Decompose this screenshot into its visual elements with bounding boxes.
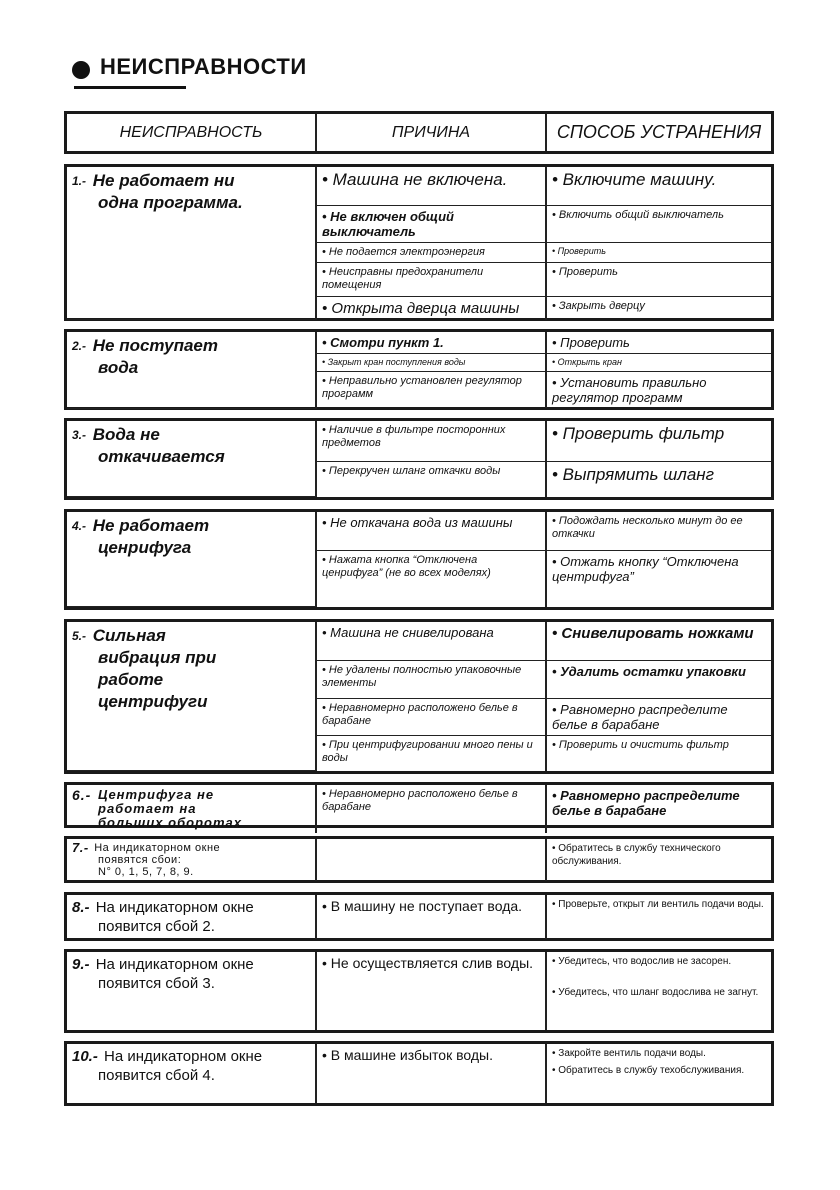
problem-block-2 bbox=[64, 329, 774, 410]
header-remedy: СПОСОБ УСТРАНЕНИЯ bbox=[546, 114, 771, 151]
fault-number: 1.- bbox=[72, 174, 87, 188]
remedy-cell: • Выпрямить шланг bbox=[546, 461, 771, 497]
fault-line: появится сбой 3. bbox=[98, 975, 215, 992]
remedy-cell: • Закрыть дверцу bbox=[546, 296, 771, 320]
remedy-cell: • Равномерно распределите белье в барабане bbox=[546, 785, 771, 833]
remedy-line: • Закройте вентиль подачи воды. bbox=[552, 1048, 706, 1059]
fault-cell bbox=[67, 332, 316, 408]
remedy-cell: • Проверить фильтр bbox=[546, 421, 771, 461]
fault-cell bbox=[67, 512, 316, 607]
remedy-cell: • Обратитесь в службу технического обслуживания. bbox=[546, 839, 771, 881]
cause-cell: • В машине избыток воды. bbox=[316, 1044, 546, 1103]
fault-number: 5.- bbox=[72, 629, 87, 643]
fault-line: Не поступает bbox=[92, 336, 218, 355]
page-title-text: НЕИСПРАВНОСТИ bbox=[100, 54, 307, 79]
fault-line: появится сбой 2. bbox=[98, 918, 215, 935]
cause-cell bbox=[316, 839, 546, 881]
fault-line: откачивается bbox=[98, 447, 225, 466]
cause-cell: • Неравномерно расположено белье в барабане bbox=[316, 785, 546, 833]
cause-cell: • Наличие в фильтре посторонних предметов bbox=[316, 421, 546, 461]
title-underline bbox=[74, 86, 186, 89]
problem-block-1 bbox=[64, 164, 774, 321]
cause-cell: • Машина не снивелирована bbox=[316, 622, 546, 660]
problem-block-8 bbox=[64, 892, 774, 941]
fault-cell bbox=[67, 895, 316, 939]
fault-line: появятся сбои: bbox=[98, 854, 182, 866]
remedy-line: • Убедитесь, что водослив не засорен. bbox=[552, 956, 732, 967]
cause-cell: • Неправильно установлен регулятор программ bbox=[316, 372, 546, 409]
remedy-cell: • Включить общий выключатель bbox=[546, 205, 771, 242]
fault-line: На индикаторном окне bbox=[94, 842, 221, 854]
cause-cell: • Нажата кнопка “Отключена ценрифуга” (не во всех моделях) bbox=[316, 550, 546, 607]
cause-cell: • Не осуществляется слив воды. bbox=[316, 952, 546, 1030]
cause-cell: • Открыта дверца машины bbox=[316, 296, 546, 320]
fault-line: N° 0, 1, 5, 7, 8, 9. bbox=[98, 866, 194, 878]
fault-line: Не работает ни bbox=[92, 171, 235, 190]
cause-cell: • Перекручен шланг откачки воды bbox=[316, 461, 546, 497]
fault-number: 9.- bbox=[72, 956, 90, 973]
remedy-cell: • Проверить и очистить фильтр bbox=[546, 735, 771, 771]
fault-line: вибрация при bbox=[98, 648, 217, 667]
fault-line: На индикаторном окне bbox=[104, 1048, 263, 1065]
cause-cell: • Смотри пункт 1. bbox=[316, 332, 546, 354]
problem-block-9 bbox=[64, 949, 774, 1033]
fault-number: 8.- bbox=[72, 899, 90, 916]
fault-line: Вода не bbox=[92, 425, 160, 444]
fault-number: 7.- bbox=[72, 840, 89, 855]
fault-number: 4.- bbox=[72, 519, 87, 533]
cause-cell: • В машину не поступает вода. bbox=[316, 895, 546, 939]
remedy-line: • Обратитесь в службу техобслуживания. bbox=[552, 1065, 745, 1076]
fault-cell bbox=[67, 785, 316, 833]
cause-cell: • Не откачана вода из машины bbox=[316, 512, 546, 550]
fault-cell bbox=[67, 167, 316, 320]
remedy-cell: • Удалить остатки упаковки bbox=[546, 660, 771, 698]
cause-cell: • При центрифугировании много пены и воды bbox=[316, 735, 546, 771]
remedy-cell: • Снивелировать ножками bbox=[546, 622, 771, 660]
fault-line: больших оборотах bbox=[98, 815, 242, 830]
problem-block-10 bbox=[64, 1041, 774, 1106]
remedy-cell bbox=[546, 1044, 771, 1103]
remedy-cell: • Проверить bbox=[546, 242, 771, 262]
fault-line: центрифуги bbox=[98, 692, 208, 711]
fault-line: работает на bbox=[98, 801, 197, 816]
remedy-cell: • Открыть кран bbox=[546, 354, 771, 372]
header-fault: НЕИСПРАВНОСТЬ bbox=[67, 114, 316, 151]
fault-cell bbox=[67, 1044, 316, 1103]
fault-number: 6.- bbox=[72, 787, 92, 803]
cause-cell: • Не подается электроэнергия bbox=[316, 242, 546, 262]
problem-block-6 bbox=[64, 782, 774, 828]
cause-cell: • Не удалены полностью упаковочные элементы bbox=[316, 660, 546, 698]
remedy-cell: • Равномерно распределите белье в барабане bbox=[546, 698, 771, 735]
fault-line: одна программа. bbox=[98, 193, 243, 212]
fault-line: На индикаторном окне bbox=[95, 899, 254, 916]
remedy-cell: • Проверить bbox=[546, 332, 771, 354]
remedy-cell: • Включите машину. bbox=[546, 167, 771, 205]
fault-number: 10.- bbox=[72, 1048, 98, 1065]
cause-cell: • Неисправны предохранители помещения bbox=[316, 262, 546, 296]
page-title bbox=[72, 54, 307, 80]
cause-cell: • Не включен общий выключатель bbox=[316, 205, 546, 242]
problem-block-7 bbox=[64, 836, 774, 883]
cause-cell: • Закрыт кран поступления воды bbox=[316, 354, 546, 372]
fault-line: появится сбой 4. bbox=[98, 1067, 215, 1084]
cause-cell: • Машина не включена. bbox=[316, 167, 546, 205]
remedy-line: • Убедитесь, что шланг водослива не загнут. bbox=[552, 987, 759, 998]
remedy-cell bbox=[546, 952, 771, 1030]
remedy-cell: • Подождать несколько минут до ее откачки bbox=[546, 512, 771, 550]
fault-number: 3.- bbox=[72, 428, 87, 442]
fault-cell bbox=[67, 952, 316, 1030]
fault-cell bbox=[67, 622, 316, 771]
fault-line: Центрифуга не bbox=[97, 787, 215, 802]
remedy-cell: • Проверьте, открыт ли вентиль подачи воды. bbox=[546, 895, 771, 939]
fault-line: На индикаторном окне bbox=[95, 956, 254, 973]
remedy-cell: • Проверить bbox=[546, 262, 771, 296]
problem-block-4 bbox=[64, 509, 774, 610]
fault-line: работе bbox=[98, 670, 164, 689]
fault-cell bbox=[67, 839, 316, 881]
fault-line: Сильная bbox=[92, 626, 166, 645]
problem-block-3 bbox=[64, 418, 774, 500]
bullet-icon bbox=[72, 61, 90, 79]
fault-line: ценрифуга bbox=[98, 538, 192, 557]
remedy-cell: • Отжать кнопку “Отключена центрифуга” bbox=[546, 550, 771, 607]
header-cause: ПРИЧИНА bbox=[316, 114, 546, 151]
fault-number: 2.- bbox=[72, 339, 87, 353]
cause-cell: • Неравномерно расположено белье в барабане bbox=[316, 698, 546, 735]
table-header bbox=[64, 111, 774, 154]
remedy-cell: • Установить правильно регулятор программ bbox=[546, 372, 771, 409]
fault-line: Не работает bbox=[92, 516, 210, 535]
fault-cell bbox=[67, 421, 316, 497]
fault-line: вода bbox=[98, 358, 139, 377]
problem-block-5 bbox=[64, 619, 774, 774]
